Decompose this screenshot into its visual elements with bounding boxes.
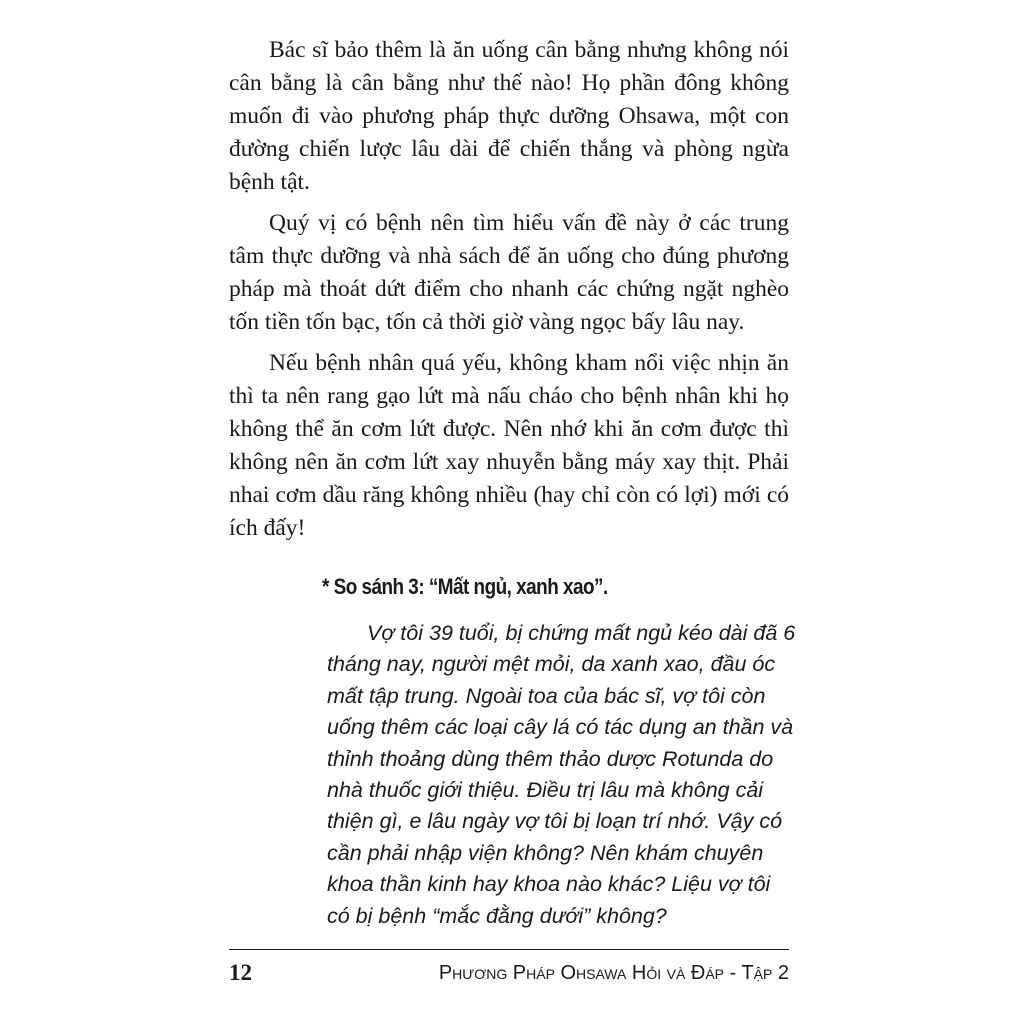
paragraph-balanced-diet: Bác sĩ bảo thêm là ăn uống cân bằng nhưng không nói cân bằng là cân bằng như thế nào! Họ phần đông không muốn đi vào phương pháp thực dưỡng Ohsawa, một con đường chiến lược lâu dài để chiến thắng và phòng ngừa bệnh tật. [229,37,789,195]
footer-divider [229,949,789,950]
section-heading: * So sánh 3: “Mất ngủ, xanh xao”. [322,574,608,599]
paragraph-macrobiotic-centers: Quý vị có bệnh nên tìm hiểu vấn đề này ở các trung tâm thực dưỡng và nhà sách để ăn uống cho đúng phương pháp mà thoát dứt điểm cho nhanh các chứng ngặt nghèo tốn tiền tốn bạc, tốn cả thời giờ vàng ngọc bấy lâu nay. [229,210,789,335]
question-text: Vợ tôi 39 tuổi, bị chứng mất ngủ kéo dài đã 6 tháng nay, người mệt mỏi, da xanh xao, đầu óc mất tập trung. Ngoài toa của bác sĩ, vợ tôi còn uống thêm các loại cây lá có tác dụng an thần và thỉnh thoảng dùng thêm thảo dược Rotunda do nhà thuốc giới thiệu. Điều trị lâu mà không cải thiện gì, e lâu ngày vợ tôi bị loạn trí nhớ. Vậy có cần phải nhập viện không? Nên khám chuyên khoa thần kinh hay khoa nào khác? Liệu vợ tôi có bị bệnh “mắc đằng dưới” không? [327,621,796,928]
page-number: 12 [229,960,252,985]
body-text [229,34,789,553]
running-title: Phương Pháp Ohsawa Hỏi và Đáp - Tập 2 [438,962,789,984]
paragraph-weak-patient: Nếu bệnh nhân quá yếu, không kham nổi việc nhịn ăn thì ta nên rang gạo lứt mà nấu cháo cho bệnh nhân khi họ không thể ăn cơm lứt được. Nên nhớ khi ăn cơm được thì không nên ăn cơm lứt xay nhuyễn bằng máy xay thịt. Phải nhai cơm dầu răng không nhiều (hay chỉ còn có lợi) mới có ích đấy! [229,350,789,541]
